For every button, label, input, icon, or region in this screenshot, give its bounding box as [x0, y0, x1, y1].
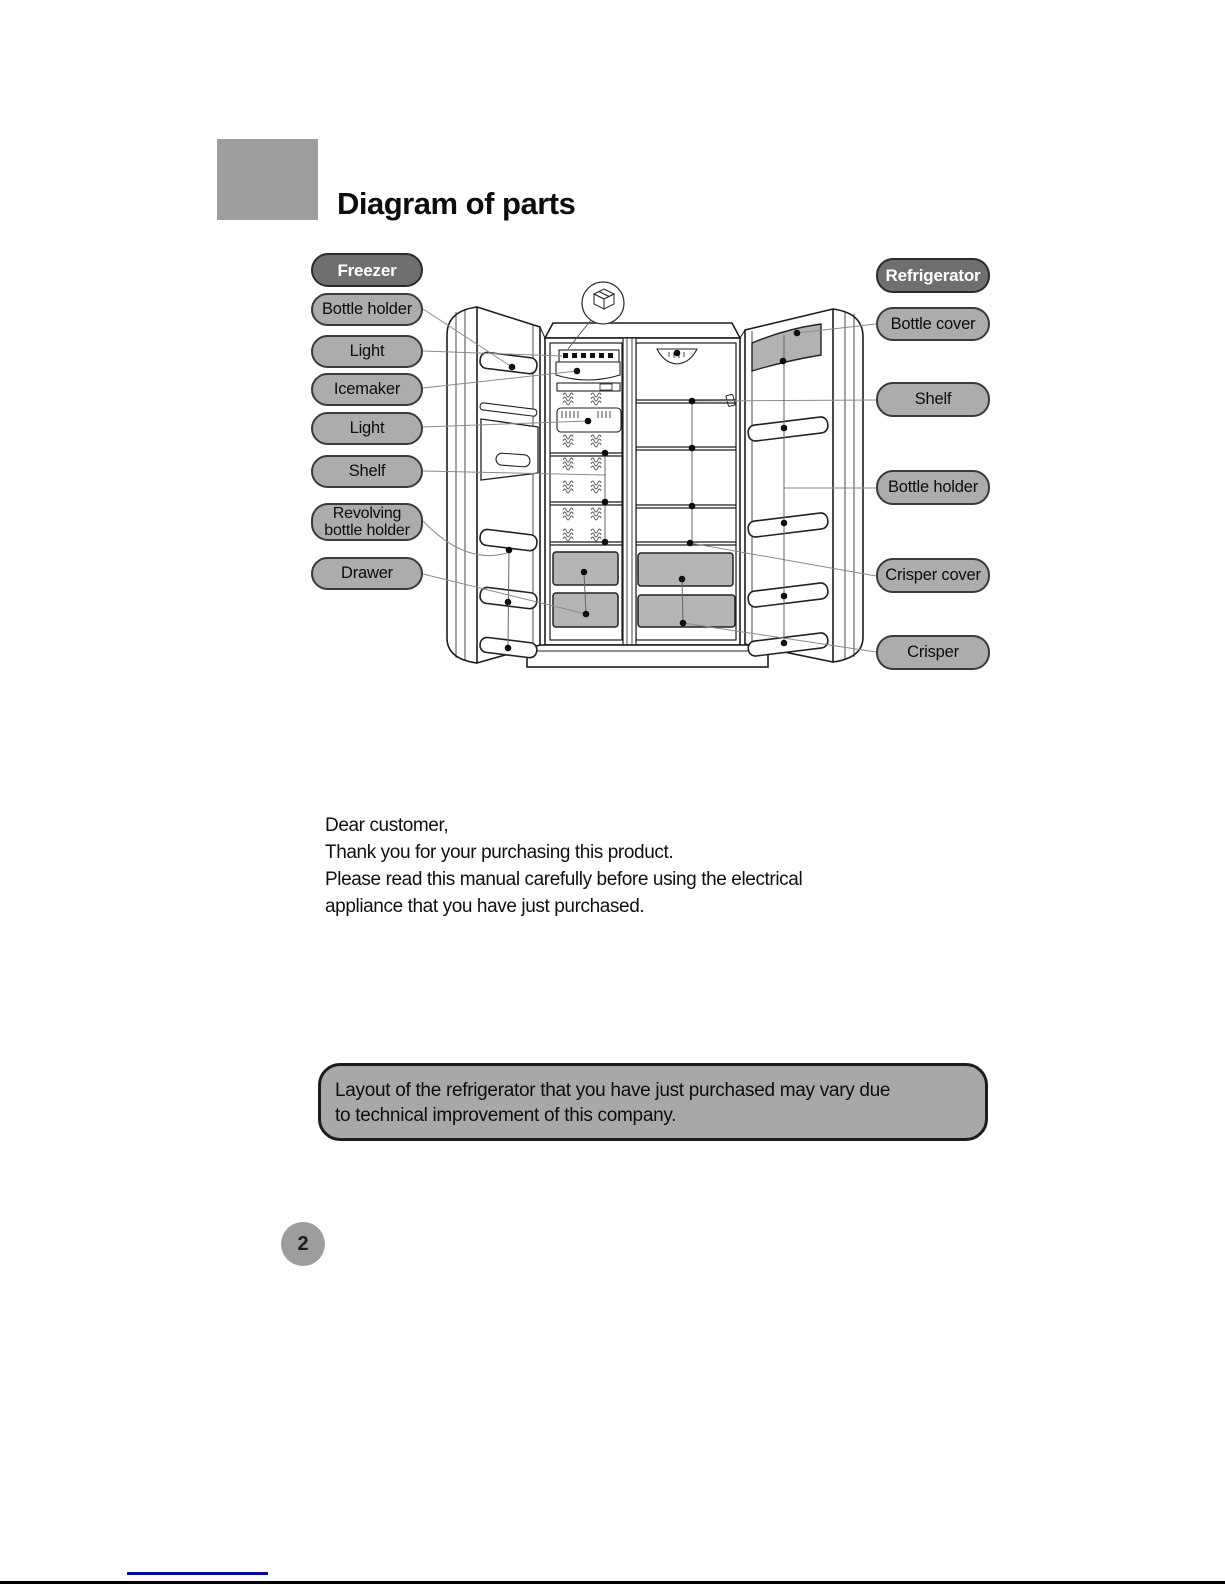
page-title: Diagram of parts [337, 186, 576, 221]
freezer-door [447, 307, 540, 663]
base-plinth [527, 645, 768, 667]
fridge-door [745, 309, 863, 662]
read-line-1: Please read this manual carefully before using the electrical [325, 869, 803, 890]
label-shelf-freezer: Shelf [311, 455, 423, 488]
freezer-door-tank [481, 419, 538, 480]
read-line-2: appliance that you have just purchased. [325, 896, 645, 917]
label-drawer: Drawer [311, 557, 423, 590]
label-light-1: Light [311, 335, 423, 368]
label-bottle-cover: Bottle cover [876, 307, 990, 341]
label-revolving-bottle-holder: Revolving bottle holder [311, 503, 423, 541]
label-bottle-holder-fridge: Bottle holder [876, 470, 990, 505]
note-line-2: to technical improvement of this company. [335, 1105, 677, 1126]
refrigerator-header-pill: Refrigerator [876, 258, 990, 293]
label-bottle-holder-freezer: Bottle holder [311, 293, 423, 326]
customer-message [325, 812, 925, 920]
label-icemaker: Icemaker [311, 373, 423, 406]
label-crisper: Crisper [876, 635, 990, 670]
footer-link-line [127, 1572, 268, 1575]
parts-diagram [300, 245, 1010, 690]
page-bottom-rule [0, 1581, 1225, 1584]
salutation-line: Dear customer, [325, 815, 449, 836]
note-box [318, 1063, 988, 1141]
thanks-line: Thank you for your purchasing this product. [325, 842, 674, 863]
label-crisper-cover: Crisper cover [876, 558, 990, 593]
section-marker-square [217, 139, 318, 220]
label-shelf-fridge: Shelf [876, 382, 990, 417]
freezer-header-pill: Freezer [311, 253, 423, 287]
page-number-badge: 2 [281, 1222, 325, 1266]
label-light-2: Light [311, 412, 423, 445]
note-line-1: Layout of the refrigerator that you have just purchased may vary due [335, 1080, 891, 1101]
